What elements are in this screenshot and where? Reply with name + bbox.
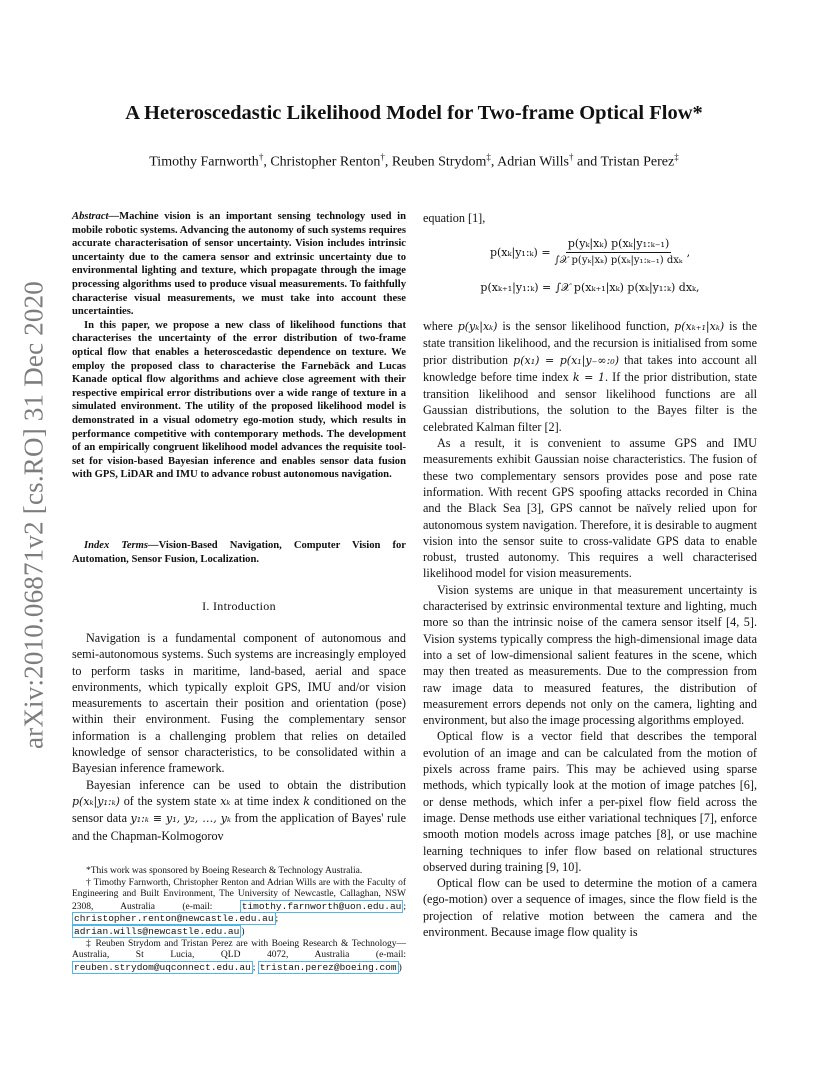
- author-list: Timothy Farnworth†, Christopher Renton†, Reuben Strydom‡, Adrian Wills† and Tristan Perez‡: [149, 152, 679, 170]
- footnote-affiliation-1: † Timothy Farnworth, Christopher Renton and Adrian Wills are with the Faculty of Engineering and Built Environment, The University of Newcastle, Callaghan, NSW 2308, Australia (e-mail: timothy.farnworth@uon.edu.au ; christopher.renton@newcastle.edu.au ; adrian.wills@newcastle.edu.au ): [72, 877, 406, 937]
- paragraph: Navigation is a fundamental component of autonomous and semi-autonomous systems. Such systems are increasingly employed to perform tasks in maritime, land-based, aerial and space environments, which typically exploit GPS, IMU and/or vision measurements to ascertain their position and orientation (pose) within their environment. Fusing the complementary sensor information is a challenging problem that relies on detailed knowledge of sensor characteristics, to be consolidated within a Bayesian inference framework.: [72, 631, 406, 776]
- email-link[interactable]: christopher.renton@newcastle.edu.au: [74, 913, 274, 925]
- author-3: Reuben Strydom: [391, 154, 487, 170]
- author-2: Christopher Renton: [270, 154, 381, 170]
- arxiv-side-label: arXiv:2010.06871v2 [cs.RO] 31 Dec 2020: [18, 280, 49, 750]
- paragraph: Optical flow can be used to determine the motion of a camera (ego-motion) over a sequence of images, since the flow field is the projection of relative motion between the camera and the environment. Because image flow quality is: [423, 876, 757, 939]
- abstract: Abstract—Machine vision is an important sensing technology used in mobile robotic systems. Advancing the autonomy of such systems requires accurate characterisation of sensor uncertainty. Vision includes intrinsic uncertainty due to the camera sensor and extrinsic uncertainty due to environmental lighting and texture, which propagate through the image processing algorithms used to produce visual measurements. To faithfully characterise visual measurements, we must take into account these uncertainties. In this paper, we propose a new class of likelihood functions that characterises the uncertainty of the error distribution of two-frame optical flow that enables a heteroscedastic dependence on texture. We employ the proposed class to characterise the Farnebäck and Lucas Kanade optical flow algorithms and achieve close agreement with their respective empirical error distributions over a wide range of texture in a simulated environment. The utility of the proposed likelihood model is demonstrated in a visual odometry ego-motion study, which results in performance competitive with contemporary methods. The development of an empirically congruent likelihood model advances the requisite tool-set for vision-based Bayesian inference and enables sensor data fusion with GPS, LiDAR and IMU to advance robust autonomous navigation.: [72, 211, 406, 481]
- footnote-funding: *This work was sponsored by Boeing Research & Technology Australia.: [86, 866, 363, 876]
- email-link[interactable]: adrian.wills@newcastle.edu.au: [74, 925, 240, 937]
- section-heading-introduction: I. Introduction: [202, 599, 276, 613]
- right-body: [423, 318, 757, 940]
- index-terms: Index Terms—Vision-Based Navigation, Computer Vision for Automation, Sensor Fusion, Localization.: [72, 540, 406, 565]
- author-4: Adrian Wills: [497, 154, 569, 170]
- email-link[interactable]: tristan.perez@boeing.com: [259, 961, 397, 973]
- email-link[interactable]: timothy.farnworth@uon.edu.au: [241, 900, 402, 912]
- paragraph: As a result, it is convenient to assume GPS and IMU measurements exhibit Gaussian noise characteristics. The fusion of these two complementary sensors provides pose and pose rate information. With recent GPS spoofing attacks recorded in China and the Black Sea [3], GPS cannot be naïvely relied upon for autonomous system navigation. Therefore, it is desirable to augment vision into the sensor suite to cross-validate GPS data to enable robust, trusted autonomy. This requires a well characterised likelihood model for vision measurements.: [423, 436, 757, 581]
- paper-title: A Heteroscedastic Likelihood Model for Two-frame Optical Flow*: [125, 102, 703, 124]
- eq-intro: equation [1],: [423, 211, 486, 225]
- footnote-affiliation-2: ‡ Reuben Strydom and Tristan Perez are with Boeing Research & Technology—Australia, St Lucia, QLD 4072, Australia (e-mail: reuben.strydom@uqconnect.edu.au ; tristan.perez@boeing.com ): [72, 938, 406, 973]
- paragraph: Vision systems are unique in that measurement uncertainty is characterised by extrinsic environmental texture and lighting, much more so than the intrinsic noise of the camera sensor itself [4, 5]. Vision systems typically compress the high-dimensional image data into a set of low-dimensional salient features in the scene, which may then treated as measurements. Due to the compression from raw image data to measured features, the distribution of measurement errors depends not only on the camera, lighting and environment, but also the image processing algorithms employed.: [423, 582, 757, 728]
- paragraph: Optical flow is a vector field that describes the temporal evolution of an image and can be calculated from the motion of pixels across frame pairs. This may be achieved using sparse methods, which typically look at the motion of image patches [6], or dense methods, which infer a per-pixel flow field across the image. Dense methods use either variational techniques [7], enforce smooth motion models across image patches [8], or use machine learning techniques to infer flow based on relational structures observed during training [9, 10].: [423, 729, 757, 874]
- email-link[interactable]: reuben.strydom@uqconnect.edu.au: [74, 961, 251, 973]
- footnotes: [72, 866, 406, 974]
- author-5: Tristan Perez: [600, 154, 675, 170]
- paragraph: where p(yₖ|xₖ) is the sensor likelihood function, p(xₖ₊₁|xₖ) is the state transition likelihood, and the recursion is initialised from some prior distribution p(x₁) = p(x₁|y₋∞:₀) that takes into account all knowledge before time index k = 1. If the prior distribution, state transition likelihood and sensor likelihood functions are all Gaussian distributions, the solution to the Bayes filter is the celebrated Kalman filter [2].: [423, 319, 757, 434]
- author-1: Timothy Farnworth: [149, 154, 259, 170]
- equation-chapman-kolmogorov: p(xₖ₊₁|y₁:ₖ) = ∫𝒳 p(xₖ₊₁|xₖ) p(xₖ|y₁:ₖ) dxₖ,: [480, 281, 700, 294]
- equation-bayes-update: p(xₖ|y₁:ₖ) = p(yₖ|xₖ) p(xₖ|y₁:ₖ₋₁) ∫𝒳 p(yₖ|xₖ) p(xₖ|y₁:ₖ₋₁) dxₖ ,: [489, 237, 691, 267]
- bayes-paragraph: Bayesian inference can be used to obtain the distribution p(xₖ|y₁:ₖ) of the system state xₖ at time index k conditioned on the sensor data y₁:ₖ ≡ y₁, y₂, …, yₖ from the application of Bayes' rule and the Chapman-Kolmogorov: [72, 777, 406, 843]
- intro-paragraphs: [72, 630, 406, 844]
